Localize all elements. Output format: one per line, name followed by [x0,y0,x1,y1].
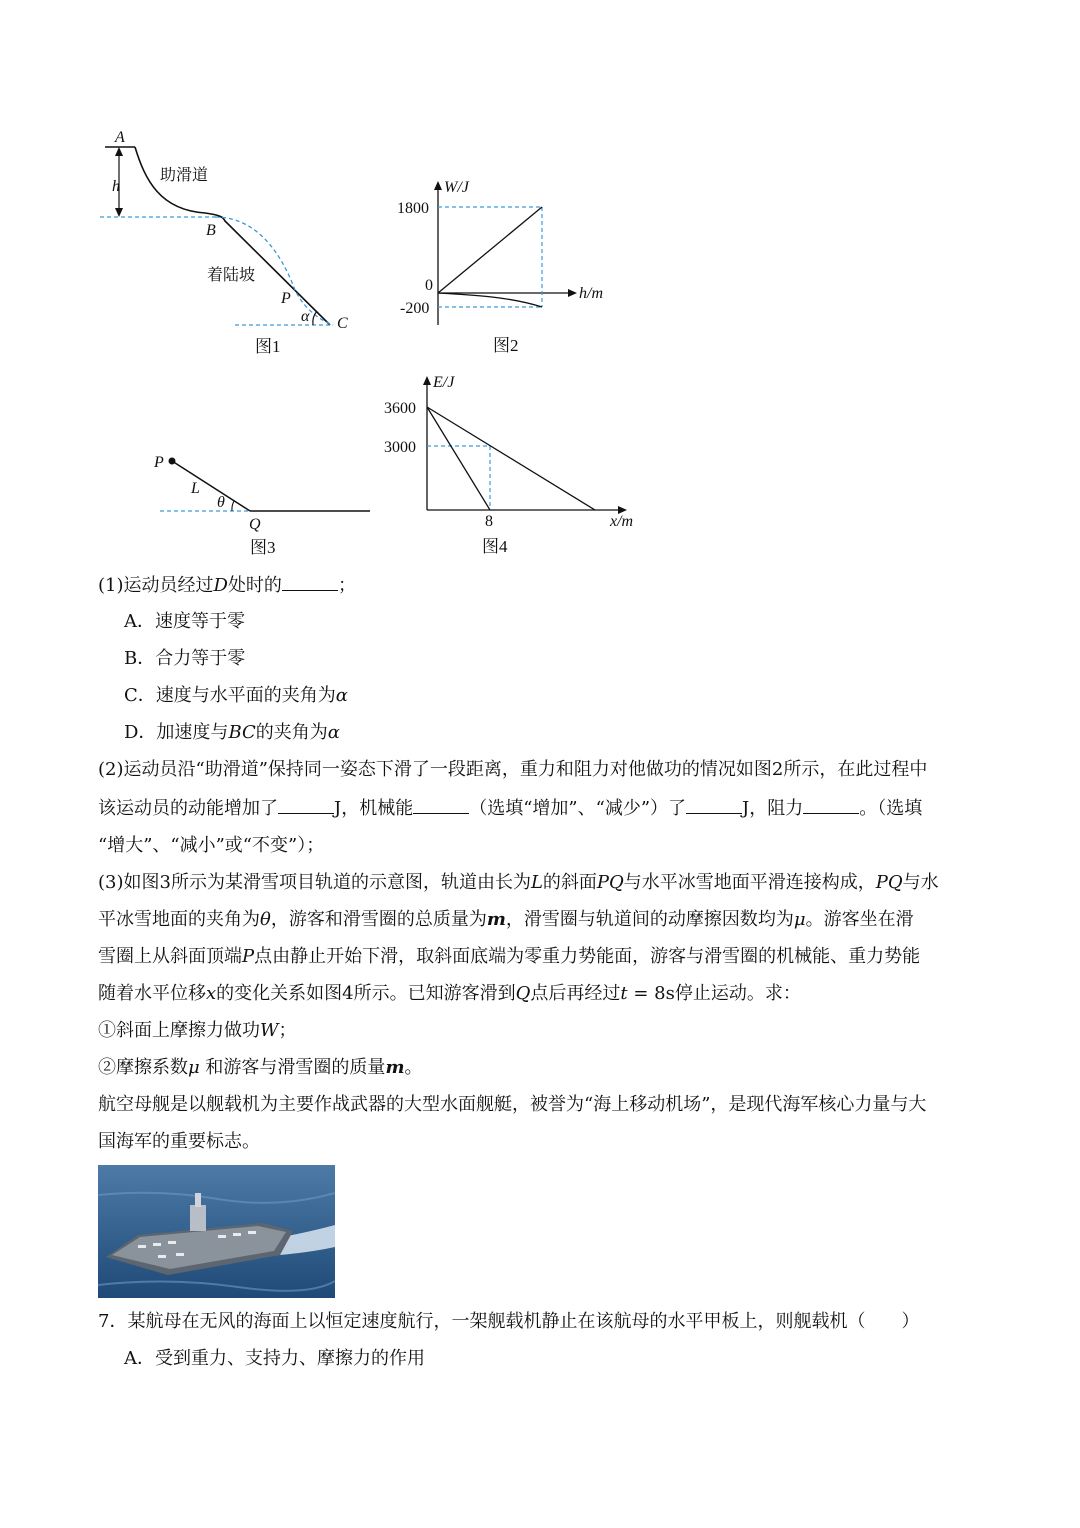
q7-option-a[interactable]: A．受到重力、支持力、摩擦力的作用 [124,1348,425,1369]
q2-line-2: 该运动员的动能增加了 J，机械能 （选填“增加”、“减少”）了 J，阻力 。（选填 [98,798,923,819]
fig2-y-axis: W/J [444,179,469,196]
figure-4-caption: 图4 [482,537,508,556]
q1-option-d[interactable]: D．加速度与BC的夹角为α [124,722,340,743]
label-alpha: α [301,308,310,325]
fig3-label-P: P [154,454,164,471]
figure-4 [380,370,650,565]
label-track-upper: 助滑道 [160,167,209,184]
fig4-x-axis: x/m [610,513,634,530]
fig3-label-Q: Q [249,516,261,533]
q3-sub-1: ①斜面上摩擦力做功W； [98,1020,297,1041]
fig3-label-L: L [191,480,200,497]
answer-blank[interactable] [278,797,334,814]
answer-blank[interactable] [282,574,338,591]
answer-blank[interactable] [686,797,742,814]
fig4-tick-mid: 3000 [384,439,416,456]
fig4-y-axis: E/J [433,374,455,391]
q1-option-c[interactable]: C．速度与水平面的夹角为α [124,685,348,706]
fig3-label-theta: θ [217,494,225,511]
fig2-tick-zero: 0 [425,277,433,294]
q3-line-1: (3)如图3所示为某滑雪项目轨道的示意图，轨道由长为L的斜面PQ与水平冰雪地面平滑连接构成，PQ与水 [98,872,939,893]
q2-line-1: (2)运动员沿“助滑道”保持同一姿态下滑了一段距离，重力和阻力对他做功的情况如图2所示，在此过程中 [98,759,928,780]
label-B: B [206,222,216,239]
figure-3 [150,445,380,560]
figure-1 [95,125,365,360]
fig2-tick-bottom: -200 [400,300,430,317]
q1-option-a[interactable]: A．速度等于零 [124,611,245,632]
fig4-tick-x: 8 [485,513,493,530]
aircraft-carrier-photo [98,1165,335,1298]
answer-blank[interactable] [413,797,469,814]
figure-3-caption: 图3 [250,538,276,557]
label-P: P [281,290,291,307]
q1-option-b[interactable]: B．合力等于零 [124,648,246,669]
label-C: C [337,315,348,332]
fig4-tick-top: 3600 [384,400,416,417]
label-track-lower: 着陆坡 [207,267,256,284]
q2-line-3: “增大”、“减小”或“不变”）； [98,835,325,856]
q3-line-3: 雪圈上从斜面顶端P点由静止开始下滑，取斜面底端为零重力势能面，游客与滑雪圈的机械能、重力势能 [98,946,921,967]
fig2-tick-top: 1800 [397,200,429,217]
answer-blank[interactable] [803,797,859,814]
q3-line-2: 平冰雪地面的夹角为θ，游客和滑雪圈的总质量为m，滑雪圈与轨道间的动摩擦因数均为μ。游客坐在滑 [98,909,914,930]
figure-1-caption: 图1 [255,337,281,356]
q7-stem: 7．某航母在无风的海面上以恒定速度航行，一架舰载机静止在该航母的水平甲板上，则舰载机（ ） [98,1311,920,1332]
q1-stem: (1)运动员经过D处时的 ； [98,575,356,596]
q3-line-4: 随着水平位移x的变化关系如图4所示。已知游客滑到Q点后再经过t = 8s停止运动。求： [98,983,801,1004]
carrier-intro-line-1: 航空母舰是以舰载机为主要作战武器的大型水面舰艇，被誉为“海上移动机场”，是现代海军核心力量与大 [98,1094,927,1115]
label-A: A [115,129,125,146]
label-h: h [112,178,120,195]
q3-sub-2: ②摩擦系数μ 和游客与滑雪圈的质量m。 [98,1057,423,1078]
fig2-x-axis: h/m [579,285,603,302]
figure-2-caption: 图2 [493,336,519,355]
figure-2 [395,175,625,360]
carrier-intro-line-2: 国海军的重要标志。 [98,1131,260,1152]
